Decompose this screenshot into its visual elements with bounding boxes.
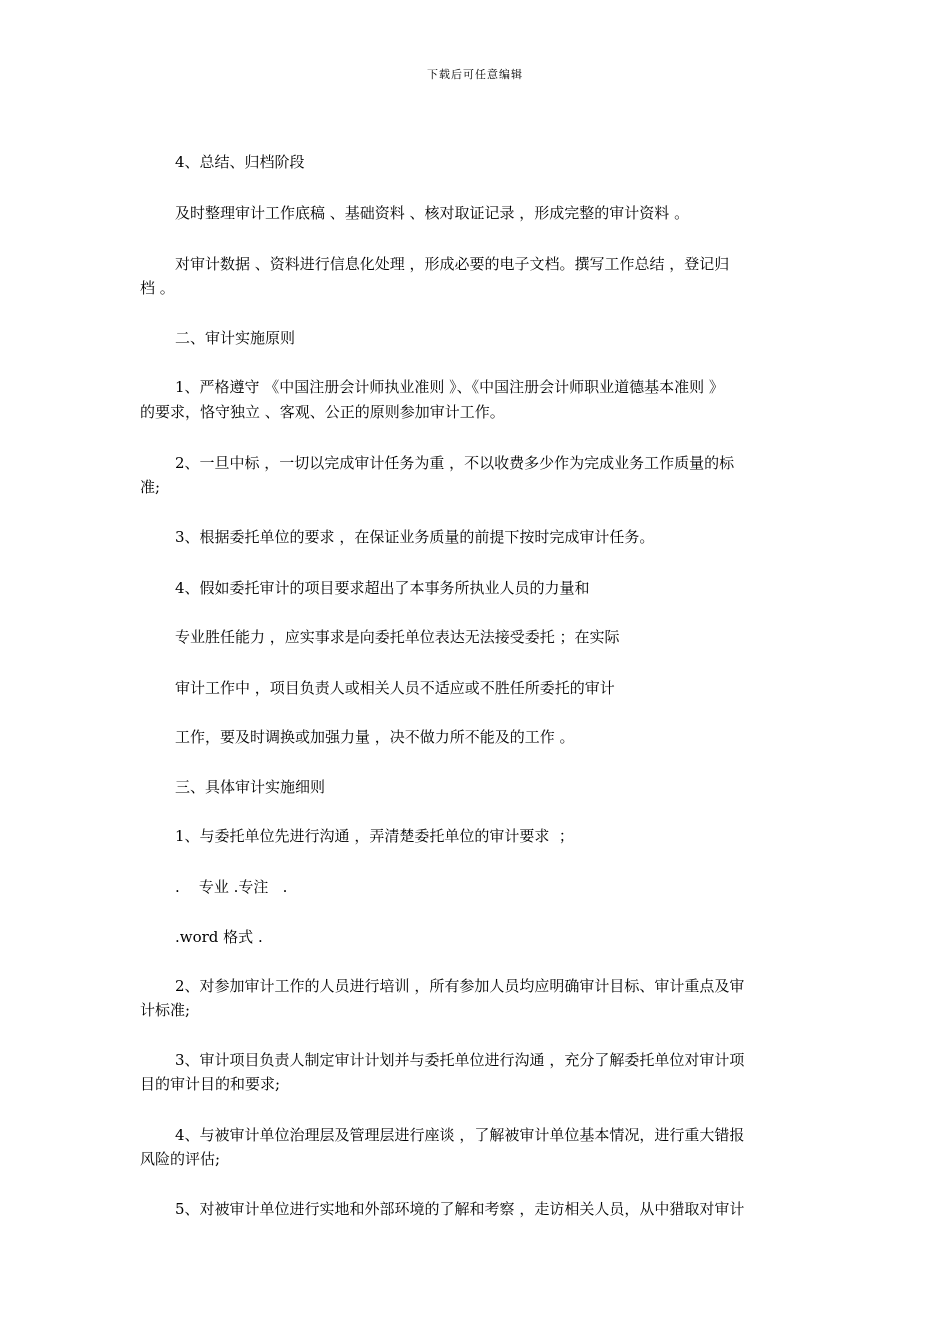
paragraph-line: 1、与委托单位先进行沟通 ，弄清楚委托单位的审计要求 ； <box>175 827 574 845</box>
watermark-text: .word 格式 . <box>175 928 263 946</box>
watermark-text: . 专业 .专注 . <box>175 878 288 896</box>
page-header: 下载后可任意编辑 <box>427 68 523 81</box>
paragraph-line: 审计工作中 ，项目负责人或相关人员不适应或不胜任所委托的审计 <box>175 679 615 697</box>
paragraph-line: 专业胜任能力 ，应实事求是向委托单位表达无法接受委托 ；在实际 <box>175 628 620 646</box>
paragraph-line: 4、假如委托审计的项目要求超出了本事务所执业人员的力量和 <box>175 579 590 597</box>
paragraph-line: 准; <box>140 478 161 496</box>
section-heading: 二、审计实施原则 <box>175 329 296 347</box>
paragraph-line: 的要求，恪守独立 、客观、公正的原则参加审计工作。 <box>140 403 505 421</box>
paragraph-line: 3、根据委托单位的要求 ，在保证业务质量的前提下按时完成审计任务。 <box>175 528 655 546</box>
paragraph-line: 及时整理审计工作底稿 、基础资料 、核对取证记录 ，形成完整的审计资料 。 <box>175 204 690 222</box>
paragraph-line: 2、对参加审计工作的人员进行培训 ，所有参加人员均应明确审计目标、审计重点及审 <box>175 977 745 995</box>
paragraph-line: 1、严格遵守 《中国注册会计师执业准则 》、《中国注册会计师职业道德基本准则 》 <box>175 378 724 396</box>
paragraph-line: 5、对被审计单位进行实地和外部环境的了解和考察 ，走访相关人员，从中猎取对审计 <box>175 1200 745 1218</box>
section-heading: 三、具体审计实施细则 <box>175 778 326 796</box>
paragraph-line: 档 。 <box>140 279 175 297</box>
paragraph-line: 4、总结、归档阶段 <box>175 153 305 171</box>
paragraph-line: 计标准; <box>140 1001 191 1019</box>
paragraph-line: 工作，要及时调换或加强力量 ，决不做力所不能及的工作 。 <box>175 728 575 746</box>
paragraph-line: 目的审计目的和要求; <box>140 1075 281 1093</box>
paragraph-line: 2、一旦中标 ，一切以完成审计任务为重 ，不以收费多少作为完成业务工作质量的标 <box>175 454 735 472</box>
paragraph-line: 对审计数据 、资料进行信息化处理 ，形成必要的电子文档。撰写工作总结 ，登记归 <box>175 255 730 273</box>
paragraph-line: 3、审计项目负责人制定审计计划并与委托单位进行沟通 ，充分了解委托单位对审计项 <box>175 1051 745 1069</box>
paragraph-line: 风险的评估; <box>140 1150 221 1168</box>
paragraph-line: 4、与被审计单位治理层及管理层进行座谈 ，了解被审计单位基本情况，进行重大错报 <box>175 1126 745 1144</box>
